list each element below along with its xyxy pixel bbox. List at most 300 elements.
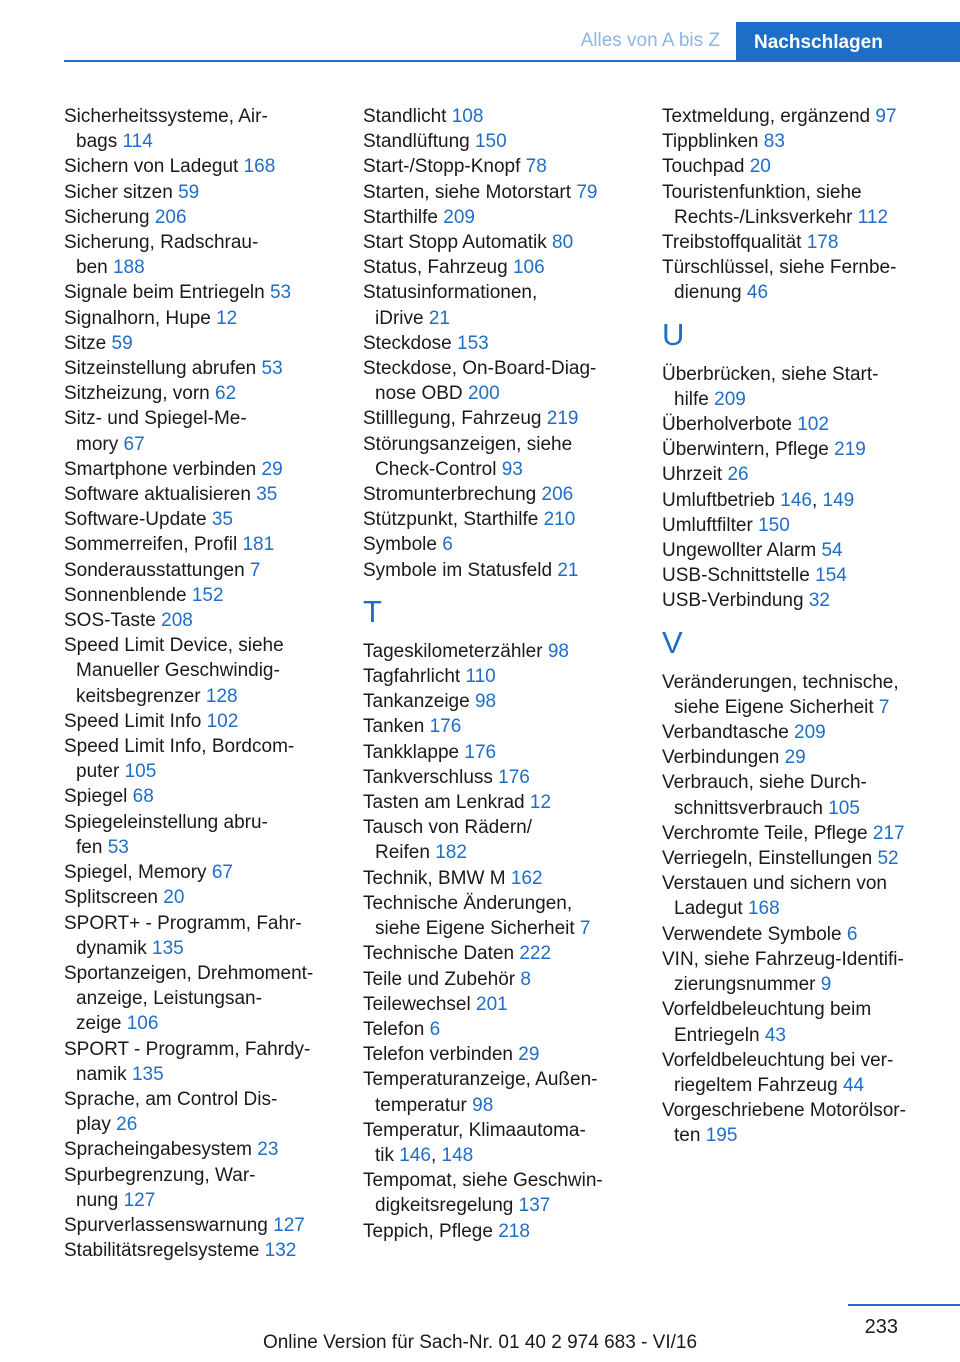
page-reference-link[interactable]: 32 [808,590,830,612]
index-entry-text: Start-/Stopp-Knopf [363,156,521,178]
index-entry-text: SPORT - Programm, Fahrdy- [64,1038,311,1060]
page-reference-link[interactable]: 44 [842,1074,865,1096]
page-reference-link[interactable]: 21 [428,307,450,329]
index-entry-text: mory [76,433,119,455]
index-entry-text: Spiegel [64,786,128,808]
page-reference-link[interactable]: 209 [443,206,475,228]
index-entry-text: Tankverschluss [363,766,493,788]
page-reference-link[interactable]: 218 [498,1220,530,1242]
index-entry [64,230,349,280]
index-entry-text: Spurbegrenzung, War- [64,1164,256,1186]
index-entry [363,154,648,179]
index-entry [363,558,648,583]
page-reference-link[interactable]: 59 [178,181,200,203]
index-entry-text: Sichern von Ladegut [64,156,239,178]
index-entry [363,482,648,507]
index-entry [64,1037,349,1087]
index-entry [363,866,648,891]
index-entry-text: Touchpad [662,156,745,178]
index-entry [64,885,349,910]
index-entry [64,104,349,154]
page-reference-link[interactable]: 102 [206,710,239,732]
index-entry-text: iDrive [375,307,424,329]
index-entry [64,482,349,507]
index-entry [64,860,349,885]
index-entry-text: Stützpunkt, Starthilfe [363,509,539,531]
index-entry-text: Veränderungen, technische, [662,671,899,693]
page-reference-link[interactable]: 46 [746,282,769,304]
index-entry-text: Überholverbote [662,414,792,436]
index-entry-text: Speed Limit Info, Bordcom- [64,736,295,758]
index-entry-text: Tempomat, siehe Geschwin- [363,1170,603,1192]
index-entry [662,997,947,1047]
index-entry [363,532,648,557]
index-entry [64,810,349,860]
page-reference-link[interactable]: 219 [546,408,579,430]
index-entry-text: Steckdose [363,332,452,354]
index-entry [363,689,648,714]
index-entry-text: Spiegel, Memory [64,862,207,884]
page-reference-link[interactable]: 97 [875,106,897,127]
index-entry-text: Sicherheitssysteme, Air- [64,106,268,127]
page-reference-link[interactable]: 29 [261,458,283,480]
index-entry-text: Technik, BMW M [363,867,506,889]
page-reference-link[interactable]: 35 [256,484,278,506]
index-entry-text: Verbandtasche [662,722,789,744]
index-entry-text: Verriegeln, Einstellungen [662,848,873,870]
page-reference-link[interactable]: 201 [476,993,508,1015]
index-entry [662,922,947,947]
index-entry [64,709,349,734]
page-reference-link[interactable]: 112 [857,206,889,228]
index-entry [64,306,349,331]
page-reference-link[interactable]: 132 [264,1240,297,1262]
index-entry [64,633,349,709]
page-reference-link[interactable]: 176 [464,741,497,763]
page-reference-link[interactable]: 210 [543,509,576,531]
index-entry-text: Telefon [363,1018,425,1040]
index-entry-text: Überwintern, Pflege [662,439,829,461]
index-entry-text: Entriegeln [674,1024,760,1046]
page-reference-link[interactable]: 114 [122,131,153,153]
index-entry-text: Umluftbetrieb [662,489,775,511]
index-entry [662,846,947,871]
index-entry-text: Überbrücken, siehe Start- [662,363,879,385]
index-entry [64,507,349,532]
page-reference-link[interactable]: 102 [797,414,829,436]
index-entry [662,538,947,563]
index-entry-text: Spiegeleinstellung abru- [64,811,268,833]
index-entry [64,532,349,557]
index-entry-text: Sitzheizung, vorn [64,383,210,405]
page-reference-link[interactable]: 35 [211,509,233,531]
index-entry-text: Vorfeldbeleuchtung bei ver- [662,1049,894,1071]
page-reference-link[interactable]: 127 [273,1214,305,1236]
page-reference-link[interactable]: 181 [242,534,275,556]
index-entry-text: Textmeldung, ergänzend [662,106,871,127]
page-reference-link[interactable]: 7 [878,696,890,718]
index-entry-text: Status, Fahrzeug [363,257,508,279]
index-entry-text: Türschlüssel, siehe Fernbe- [662,257,897,279]
page-reference-link[interactable]: 67 [123,433,145,455]
index-entry-text: Symbole im Statusfeld [363,559,553,581]
page-reference-link[interactable]: 68 [132,786,154,808]
index-entry [64,608,349,633]
index-entry-text: Verchromte Teile, Pflege [662,822,868,844]
page-reference-link[interactable]: 150 [758,514,790,536]
index-entry-text: Sitzeinstellung abrufen [64,358,257,380]
page-reference-link[interactable]: 53 [107,836,129,858]
page-reference-link[interactable]: 222 [519,943,552,965]
index-entry-text: temperatur [375,1094,467,1116]
index-entry [363,1017,648,1042]
page-reference-link[interactable]: 6 [846,923,858,945]
index-entry [662,513,947,538]
page-reference-link[interactable]: 200 [467,383,500,405]
index-entry [662,871,947,921]
tab-nachschlagen[interactable]: Nachschlagen [736,22,960,62]
page-reference-link[interactable]: 98 [474,691,497,713]
index-entry-text: dienung [674,282,742,304]
page-reference-link[interactable]: 152 [191,584,224,606]
index-entry-text: Tausch von Rädern/ [363,817,532,839]
index-entry-text: Speed Limit Device, siehe [64,635,284,657]
index-entry [64,180,349,205]
index-entry-text: Treibstoffqualität [662,232,802,254]
index-entry: Umluftbetrieb 146, 149 [662,489,855,511]
index-entry-text: Verbrauch, siehe Durch- [662,772,867,794]
index-entry-text: Temperatur, Klimaautoma- [363,1119,586,1141]
page-reference-link[interactable]: 150 [474,131,507,153]
page-reference-link[interactable]: 188 [112,257,145,279]
index-entry-text: Sonnenblende [64,584,187,606]
page-reference-link[interactable]: 8 [520,968,531,990]
page-reference-link[interactable]: 146 [399,1144,431,1166]
index-entry-text: Speed Limit Info [64,710,202,732]
page-reference-link[interactable]: 26 [116,1114,138,1136]
index-entry-text: Sitze [64,332,107,354]
index-entry-text: Technische Änderungen, [363,892,573,914]
index-entry [363,104,648,129]
page-reference-link[interactable]: 53 [261,358,283,380]
index-entry-text: Statusinformationen, [363,282,538,304]
index-entry-text: anzeige, Leistungsan- [76,988,262,1010]
page-reference-link[interactable]: 20 [163,887,185,909]
page-reference-link[interactable]: 20 [749,156,771,178]
index-entry [662,588,947,613]
index-entry-text: Software aktualisieren [64,484,251,506]
index-entry-text: fen [76,836,103,858]
index-entry-text: Vorgeschriebene Motorölsor- [662,1100,906,1122]
page-reference-link[interactable]: 52 [877,848,899,870]
index-entry [363,230,648,255]
index-entry-text: Symbole [363,534,437,556]
index-entry [662,1048,947,1098]
page-reference-link[interactable]: 209 [714,388,746,410]
page-reference-link[interactable]: 154 [815,565,847,587]
index-entry [363,639,648,664]
index-entry-text: riegeltem Fahrzeug [674,1074,838,1096]
index-entry [662,563,947,588]
page-reference-link[interactable]: 135 [131,1063,164,1085]
index-entry [662,255,947,305]
index-entry [64,457,349,482]
index-entry [64,280,349,305]
index-entry-text: Manueller Geschwindig- [76,660,280,682]
index-entry-text: USB-Verbindung [662,590,804,612]
index-entry-text: Touristenfunktion, siehe [662,181,862,203]
index-entry [363,1219,648,1244]
page-reference-link[interactable]: 149 [822,489,855,511]
page-reference-link[interactable]: 53 [269,282,292,304]
index-entry-text: Teppich, Pflege [363,1220,493,1242]
index-entry-text: keitsbegrenzer [76,685,201,707]
page-reference-link[interactable]: 127 [123,1189,156,1211]
index-entry [64,583,349,608]
index-entry [662,104,947,129]
index-entry [64,1137,349,1162]
index-entry-text: Uhrzeit [662,464,723,486]
page-reference-link[interactable]: 78 [525,156,547,178]
index-entry-text: Technische Daten [363,943,515,965]
page-reference-link[interactable]: 182 [435,842,467,864]
index-entry [662,770,947,820]
page-reference-link[interactable]: 176 [498,766,530,788]
index-entry-text: Sportanzeigen, Drehmoment- [64,962,314,984]
footer-text: Online Version für Sach-Nr. 01 40 2 974 683 - VI/16 [262,1332,698,1353]
page-reference-link[interactable]: 62 [215,383,237,405]
index-entry-text: Sicherung [64,206,150,228]
index-entry [662,1098,947,1148]
page-reference-link[interactable]: 26 [727,464,749,486]
page-reference-link[interactable]: 148 [441,1144,474,1166]
index-entry-text: Umluftfilter [662,514,753,536]
index-entry [363,1168,648,1218]
index-entry [662,362,947,412]
page-reference-link[interactable]: 153 [457,332,489,354]
index-entry [662,230,947,255]
index-entry-text: nose OBD [375,383,463,405]
page-reference-link[interactable]: 29 [784,747,806,769]
page-reference-link[interactable]: 108 [451,106,484,127]
page-reference-link[interactable]: 83 [763,131,785,153]
index-entry-text: Signale beim Entriegeln [64,282,265,304]
index-entry [662,129,947,154]
index-entry [363,205,648,230]
index-entry [64,1087,349,1137]
index-entry-text: Spracheingabesystem [64,1139,252,1161]
index-entry [662,437,947,462]
index-entry-text: Teile und Zubehör [363,968,516,990]
page-reference-link[interactable]: 209 [794,722,826,744]
index-entry-text: Signalhorn, Hupe [64,307,211,329]
index-entry-text: Sicher sitzen [64,181,173,203]
index-entry [363,891,648,941]
index-entry [363,1067,648,1117]
index-entry-text: play [76,1114,111,1136]
page-reference-link[interactable]: 168 [243,156,276,178]
page-reference-link[interactable]: 206 [541,484,574,506]
index-entry [662,720,947,745]
page-reference-link[interactable]: 217 [872,822,905,844]
index-entry-text: Standlicht [363,106,447,127]
index-entry-text: Standlüftung [363,131,470,153]
index-entry-text: Sitz- und Spiegel-Me- [64,408,247,430]
page-reference-link[interactable]: 146 [780,489,812,511]
page-reference-link[interactable]: 195 [705,1125,738,1147]
index-entry [363,790,648,815]
index-column-3 [662,104,947,1149]
page-reference-link[interactable]: 6 [442,534,453,556]
page-reference-link[interactable]: 23 [257,1139,279,1161]
index-entry-text: siehe Eigene Sicherheit [674,696,874,718]
index-entry [64,734,349,784]
index-entry [64,154,349,179]
index-entry-text: Ungewollter Alarm [662,540,817,562]
index-entry-text: Tippblinken [662,131,759,153]
index-entry [363,432,648,482]
page-reference-link[interactable]: 208 [161,610,193,632]
index-entry [363,507,648,532]
index-entry [363,180,648,205]
page-reference-link[interactable]: 98 [472,1094,494,1116]
index-entry-text: Stromunterbrechung [363,484,537,506]
index-entry [64,1213,349,1238]
index-column-2 [363,104,648,1244]
page-reference-link[interactable]: 105 [828,797,860,819]
index-entry [662,180,947,230]
index-entry [363,967,648,992]
index-entry-text: dynamik [76,937,147,959]
index-entry [64,961,349,1037]
page-reference-link[interactable]: 54 [821,540,843,562]
index-entry-text: Teilewechsel [363,993,471,1015]
index-entry-text: Starthilfe [363,206,438,228]
index-entry-text: Tasten am Lenkrad [363,792,525,814]
index-entry [64,331,349,356]
page-reference-link[interactable]: 106 [512,257,545,279]
index-entry [64,558,349,583]
page-reference-link[interactable]: 135 [152,937,184,959]
index-letter-heading: V [662,624,683,660]
index-letter-heading: U [662,316,685,352]
index-entry [363,765,648,790]
index-entry-text: digkeitsregelung [375,1195,514,1217]
index-entry [64,381,349,406]
index-entry-text: USB-Schnittstelle [662,565,810,587]
index-entry-text: schnittsverbrauch [674,797,823,819]
index-entry [662,670,947,720]
index-entry [662,154,947,179]
index-entry-text: Splitscreen [64,887,158,909]
page-reference-link[interactable]: 106 [126,1013,159,1035]
index-entry-text: Stabilitätsregelsysteme [64,1240,260,1262]
index-entry-text: Starten, siehe Motorstart [363,181,572,203]
page-reference-link[interactable]: 7 [579,918,591,940]
index-entry-text: Rechts-/Linksverkehr [674,206,853,228]
index-entry-text: zeige [76,1013,122,1035]
page-reference-link[interactable]: 137 [518,1195,551,1217]
index-entry-text: Sonderausstattungen [64,559,245,581]
page-reference-link[interactable]: 110 [465,666,496,688]
page-reference-link[interactable]: 178 [806,232,839,254]
index-entry-text: siehe Eigene Sicherheit [375,918,575,940]
index-entry-text: VIN, siehe Fahrzeug-Identifi- [662,948,904,970]
index-entry [662,462,947,487]
index-entry-text: Spurverlassenswarnung [64,1214,268,1236]
page-reference-link[interactable]: 93 [501,458,523,480]
index-entry [64,1238,349,1263]
page-reference-link[interactable]: 67 [211,862,233,884]
index-entry-text: Sommerreifen, Profil [64,534,238,556]
page-reference-link[interactable]: 162 [510,867,543,889]
page-reference-link[interactable]: 79 [576,181,598,203]
index-entry [64,784,349,809]
index-entry-text: SOS-Taste [64,610,156,632]
page-reference-link[interactable]: 21 [557,559,579,581]
page-reference-link[interactable]: 80 [552,232,574,254]
index-entry-text: Tankanzeige [363,691,470,713]
index-entry-text: Steckdose, On-Board-Diag- [363,358,597,380]
index-entry-text: Tageskilometerzähler [363,640,543,662]
index-entry-text: Tanken [363,716,425,738]
page-reference-link[interactable]: 6 [429,1018,441,1040]
index-entry-text: tik [375,1144,394,1166]
page-reference-link[interactable]: 105 [124,761,157,783]
index-entry [662,947,947,997]
index-entry-text: Temperaturanzeige, Außen- [363,1069,598,1091]
index-entry-text: ben [76,257,108,279]
index-entry-text: Verbindungen [662,747,780,769]
page-reference-link[interactable]: 7 [249,559,261,581]
page-reference-link[interactable]: 219 [834,439,866,461]
index-entry-text: Verwendete Symbole [662,923,842,945]
page-reference-link[interactable]: 98 [547,640,569,662]
index-entry [363,941,648,966]
index-entry-text: Reifen [375,842,430,864]
index-entry [363,255,648,280]
index-entry-text: Telefon verbinden [363,1044,513,1066]
index-entry-text: Störungsanzeigen, siehe [363,433,573,455]
page-reference-link[interactable]: 43 [764,1024,786,1046]
page-reference-link[interactable]: 12 [216,307,238,329]
index-letter-heading: T [363,593,382,629]
index-entry [363,992,648,1017]
page-reference-link[interactable]: 206 [154,206,187,228]
index-entry-text: Check-Control [375,458,497,480]
index-entry [662,745,947,770]
index-entry-text: nung [76,1189,119,1211]
page-reference-link[interactable]: 168 [747,898,780,920]
index-entry-text: Ladegut [674,898,743,920]
index-entry [64,205,349,230]
index-entry [363,664,648,689]
page-reference-link[interactable]: 128 [205,685,238,707]
index-entry [363,406,648,431]
index-entry [64,406,349,456]
page-reference-link[interactable]: 12 [529,792,552,814]
page-number: 233 [864,1316,898,1338]
index-entry-text: bags [76,131,118,153]
index-entry [662,821,947,846]
page-reference-link[interactable]: 9 [820,974,832,996]
page-reference-link[interactable]: 29 [518,1044,540,1066]
index-entry-text: ten [674,1125,701,1147]
page-reference-link[interactable]: 176 [429,716,462,738]
index-entry-text: puter [76,761,120,783]
index-entry-text: Sprache, am Control Dis- [64,1088,278,1110]
page-reference-link[interactable]: 59 [111,332,133,354]
